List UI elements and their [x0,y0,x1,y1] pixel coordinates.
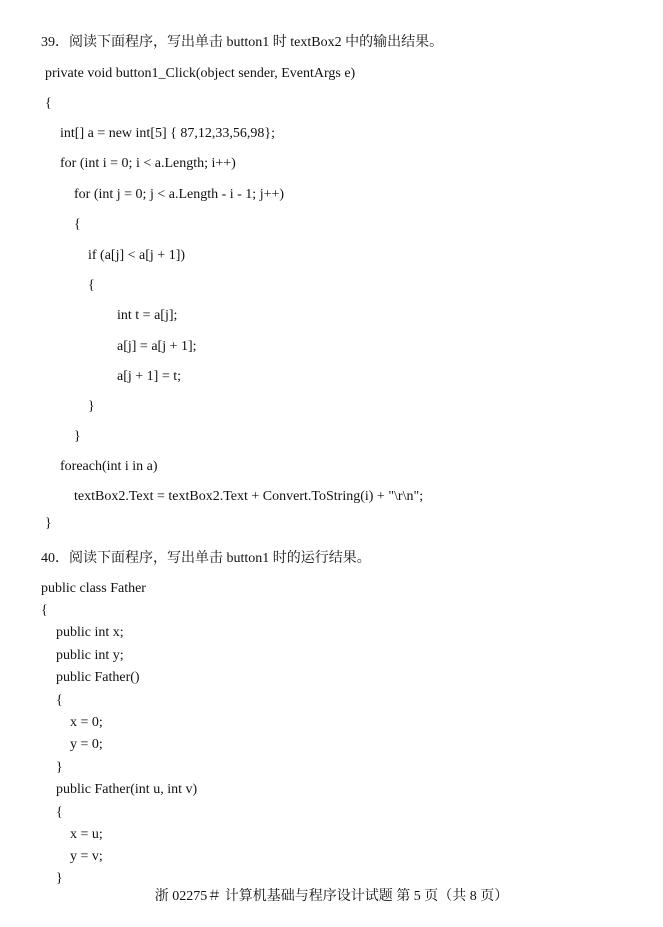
code-line: private void button1_Click(object sender, EventArgs e) [45,66,356,81]
code-line: if (a[j] < a[j + 1]) [88,248,186,263]
code-line: x = 0; [70,715,103,730]
code-line: public int y; [56,648,124,663]
code-line: public Father() [56,670,140,685]
code-line: foreach(int i in a) [60,459,158,474]
code-line: { [56,805,63,820]
code-line: { [88,278,95,293]
code-line: x = u; [70,827,103,842]
code-line: public class Father [41,581,146,596]
question-40-header: 40．阅读下面程序，写出单击 button1 时的运行结果。 [41,551,371,566]
code-line: } [88,399,95,414]
code-line: public int x; [56,625,124,640]
code-line: } [56,871,63,886]
code-line: public Father(int u, int v) [56,782,198,797]
code-line: y = v; [70,849,103,864]
code-line: a[j + 1] = t; [117,369,181,384]
code-line: int t = a[j]; [117,308,178,323]
page-footer: 浙 02275＃ 计算机基础与程序设计试题 第 5 页（共 8 页） [154,889,509,904]
code-line: y = 0; [70,737,103,752]
code-line: int[] a = new int[5] { 87,12,33,56,98}; [60,126,275,141]
code-line: a[j] = a[j + 1]; [117,339,197,354]
code-line: } [74,429,81,444]
code-line: { [41,603,48,618]
code-line: { [45,96,52,111]
code-line: { [56,693,63,708]
code-line: for (int i = 0; i < a.Length; i++) [60,156,236,171]
code-line: } [45,516,52,531]
question-39-header: 39．阅读下面程序，写出单击 button1 时 textBox2 中的输出结果。 [41,35,444,50]
code-line: for (int j = 0; j < a.Length - i - 1; j++) [74,187,285,202]
code-line: } [56,760,63,775]
code-line: { [74,217,81,232]
code-line: textBox2.Text = textBox2.Text + Convert.ToString(i) + "\r\n"; [74,489,424,504]
